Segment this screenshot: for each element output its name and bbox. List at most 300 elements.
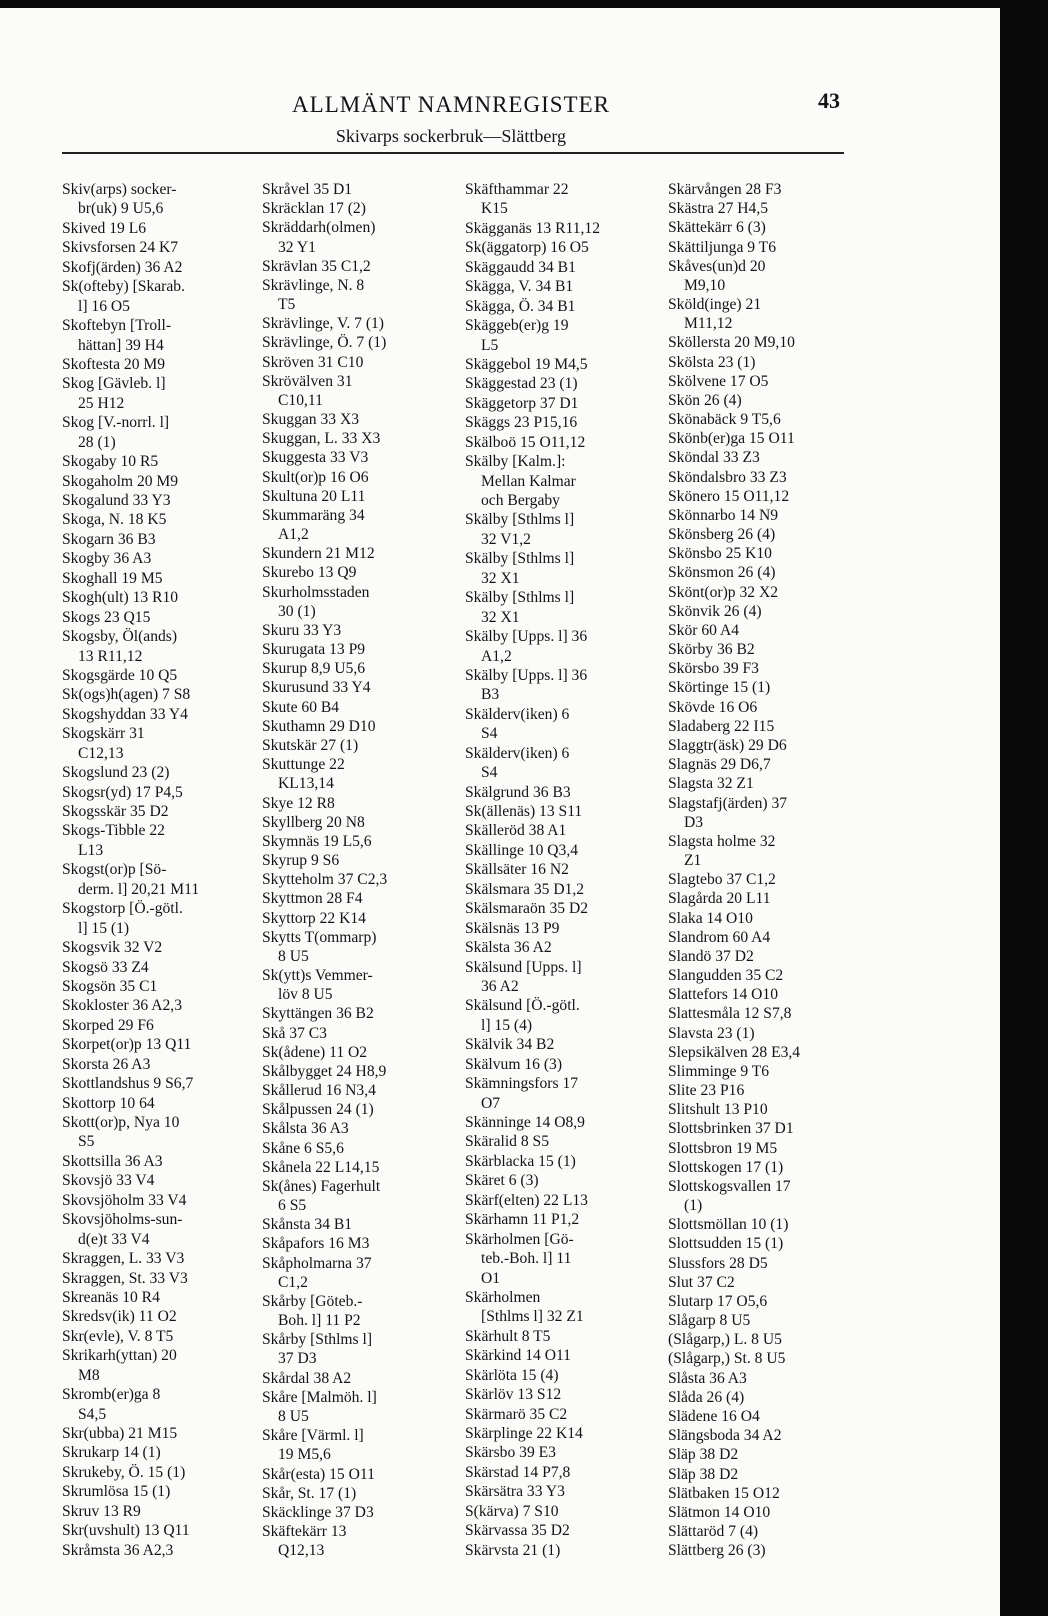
index-entry: [465, 510, 675, 549]
entry-text: Slimminge 9 T6: [668, 1062, 770, 1080]
index-entry: [62, 180, 272, 219]
index-entry: [465, 355, 675, 374]
entry-continuation: L13: [78, 841, 104, 859]
index-entry: [262, 448, 472, 467]
index-entry: [668, 1004, 878, 1023]
index-entry: [668, 1349, 878, 1368]
index-entry: [62, 977, 272, 996]
entry-continuation: A1,2: [278, 526, 309, 544]
index-entry: [262, 640, 472, 659]
entry-continuation: O7: [481, 1094, 501, 1112]
index-entry: [62, 1269, 272, 1288]
entry-text: Skytteholm 37 C2,3: [262, 871, 388, 889]
index-entry: [62, 958, 272, 977]
index-entry: [262, 487, 472, 506]
entry-text: Skälleröd 38 A1: [465, 822, 567, 840]
index-entry: [465, 1191, 675, 1210]
index-entry: [62, 1113, 272, 1152]
index-entry: [62, 763, 272, 782]
index-entry: [668, 353, 878, 372]
entry-text: Skäggaudd 34 B1: [465, 258, 576, 276]
entry-text: Skärf(elten) 22 L13: [465, 1191, 588, 1209]
index-entry: [465, 452, 675, 510]
index-entry: [465, 821, 675, 840]
entry-text: Skälboö 15 O11,12: [465, 433, 586, 451]
entry-text: Skälby [Sthlms l]: [465, 550, 575, 568]
index-entry: [262, 563, 472, 582]
entry-text: Slepsikälven 28 E3,4: [668, 1043, 801, 1061]
index-entry: [262, 1388, 472, 1426]
entry-text: Skurusund 33 Y4: [262, 679, 371, 697]
entry-text: Skredsv(ik) 11 O2: [62, 1308, 177, 1326]
entry-text: Sk(ogs)h(agen) 7 S8: [62, 686, 191, 704]
entry-text: Skyttängen 36 B2: [262, 1005, 374, 1023]
entry-text: Skånela 22 L14,15: [262, 1158, 380, 1176]
entry-text: Skogaby 10 R5: [62, 453, 159, 471]
entry-text: Skönvik 26 (4): [668, 602, 762, 620]
entry-text: Skönsberg 26 (4): [668, 526, 776, 544]
entry-continuation: löv 8 U5: [278, 986, 333, 1004]
entry-text: Skäftekärr 13: [262, 1523, 347, 1541]
entry-text: Skölvene 17 O5: [668, 372, 769, 390]
entry-text: Skrävlan 35 C1,2: [262, 257, 371, 275]
entry-text: Skälvum 16 (3): [465, 1055, 563, 1073]
entry-text: Skogarn 36 B3: [62, 530, 156, 548]
index-entry: [668, 621, 878, 640]
entry-text: Skörby 36 B2: [668, 641, 755, 659]
index-entry: [262, 1004, 472, 1023]
index-entry: [262, 372, 472, 410]
index-entry: [262, 870, 472, 889]
index-entry: [262, 889, 472, 908]
entry-continuation: 8 U5: [278, 1408, 309, 1425]
entry-text: Sk(ådene) 11 O2: [262, 1043, 368, 1061]
page-subtitle: Skivarps sockerbruk—Slättberg: [335, 126, 567, 146]
entry-text: Skälsnäs 13 P9: [465, 919, 560, 937]
index-entry: [262, 1177, 472, 1215]
index-entry: [668, 640, 878, 659]
entry-text: Skoftesta 20 M9: [62, 355, 166, 373]
index-entry: [668, 1062, 878, 1081]
entry-text: Slottsbron 19 M5: [668, 1139, 778, 1157]
index-entry: [668, 774, 878, 793]
entry-continuation: 30 (1): [278, 602, 316, 620]
index-entry: [262, 276, 472, 314]
index-entry: [262, 1081, 472, 1100]
index-entry: [465, 238, 675, 257]
entry-text: Skogsskär 35 D2: [62, 803, 169, 820]
index-entry: [465, 1541, 675, 1560]
entry-text: Skurebo 13 Q9: [262, 564, 357, 582]
entry-text: Skrikarh(yttan) 20: [62, 1347, 177, 1365]
entry-text: Skrävlinge, N. 8: [262, 276, 365, 294]
index-entry: [668, 909, 878, 928]
index-entry: [262, 1119, 472, 1138]
index-entry: [62, 355, 272, 374]
entry-text: Skåpafors 16 M3: [262, 1235, 370, 1253]
entry-continuation: C12,13: [78, 744, 124, 762]
index-entry: [465, 1424, 675, 1443]
entry-text: Slottsudden 15 (1): [668, 1235, 784, 1253]
index-entry: [668, 468, 878, 487]
entry-continuation: hättan] 39 H4: [78, 336, 164, 354]
entry-text: Skorsta 26 A3: [62, 1055, 151, 1073]
index-entry: [465, 841, 675, 860]
entry-text: Skrävlinge, V. 7 (1): [262, 315, 385, 333]
entry-text: Skälderv(iken) 6: [465, 744, 570, 762]
entry-continuation: KL13,14: [278, 775, 334, 793]
index-entry: [668, 985, 878, 1004]
index-entry: [668, 1407, 878, 1426]
entry-text: Skogst(or)p [Sö-: [62, 861, 167, 879]
entry-text: Skärholmen: [465, 1288, 541, 1306]
entry-continuation: 19 M5,6: [278, 1446, 331, 1464]
index-entry: [465, 1327, 675, 1346]
index-entry: [262, 909, 472, 928]
index-entry: [62, 724, 272, 763]
index-entry: [62, 899, 272, 938]
entry-text: Slågarp 8 U5: [668, 1312, 751, 1330]
index-entry: [262, 544, 472, 563]
entry-text: Skärvsta 21 (1): [465, 1541, 561, 1559]
entry-text: (Slågarp,) L. 8 U5: [668, 1331, 782, 1349]
entry-text: Skundern 21 M12: [262, 545, 375, 563]
entry-text: Skästra 27 H4,5: [668, 200, 769, 218]
index-entry: [465, 1132, 675, 1151]
entry-continuation: 8 U5: [278, 947, 309, 965]
entry-text: Skottlandshus 9 S6,7: [62, 1075, 194, 1093]
index-entry: [262, 583, 472, 621]
entry-text: Skärblacka 15 (1): [465, 1152, 576, 1170]
entry-text: Sköndal 33 Z3: [668, 449, 760, 467]
entry-text: Skälderv(iken) 6: [465, 705, 570, 723]
entry-text: Slavsta 23 (1): [668, 1024, 755, 1042]
index-entry: [668, 448, 878, 467]
entry-text: Sk(ytt)s Vemmer-: [262, 967, 373, 985]
entry-text: Skoftebyn [Troll-: [62, 317, 172, 335]
entry-text: Skogsvik 32 V2: [62, 939, 163, 957]
entry-text: Slaggtr(äsk) 29 D6: [668, 736, 787, 754]
index-entry: [262, 1254, 472, 1292]
entry-text: Skärhamn 11 P1,2: [465, 1211, 580, 1229]
entry-continuation: M8: [78, 1366, 100, 1384]
index-entry: [668, 257, 878, 295]
index-entry: [262, 813, 472, 832]
index-entry: [62, 1191, 272, 1210]
entry-text: Skyttorp 22 K14: [262, 909, 366, 927]
index-entry: [62, 783, 272, 802]
entry-text: Skogaholm 20 M9: [62, 472, 179, 490]
entry-text: Skromb(er)ga 8: [62, 1386, 161, 1404]
entry-text: Skårdal 38 A2: [262, 1369, 352, 1387]
index-entry: [262, 1100, 472, 1119]
entry-continuation: Z1: [684, 852, 702, 870]
index-entry: [62, 1346, 272, 1385]
entry-text: Släp 38 D2: [668, 1446, 739, 1464]
index-entry: [465, 1366, 675, 1385]
entry-text: Slottsbrinken 37 D1: [668, 1120, 794, 1138]
index-entry: [668, 1426, 878, 1445]
entry-text: Skålpussen 24 (1): [262, 1101, 374, 1119]
entry-text: Skållerud 16 N3,4: [262, 1082, 376, 1100]
entry-text: Skönt(or)p 32 X2: [668, 583, 779, 601]
index-entry: [668, 678, 878, 697]
entry-text: Skott(or)p, Nya 10: [62, 1114, 180, 1131]
index-entry: [668, 238, 878, 257]
index-entry: [262, 1522, 472, 1560]
entry-continuation: 28 (1): [78, 433, 116, 451]
entry-text: Slandö 37 D2: [668, 947, 754, 965]
index-entry: [62, 549, 272, 568]
entry-text: Skäret 6 (3): [465, 1172, 539, 1190]
entry-text: Skörsbo 39 F3: [668, 660, 759, 678]
index-entry: [62, 802, 272, 821]
index-entry: [668, 870, 878, 889]
index-entry: [262, 218, 472, 256]
entry-text: Skärstad 14 P7,8: [465, 1463, 571, 1481]
index-entry: [465, 1443, 675, 1462]
entry-text: Slutarp 17 O5,6: [668, 1292, 768, 1310]
index-entry: [62, 1016, 272, 1035]
index-entry: [262, 659, 472, 678]
entry-text: Slagnäs 29 D6,7: [668, 756, 771, 774]
index-entry: [62, 685, 272, 704]
index-entry: [62, 1249, 272, 1268]
index-entry: [668, 1177, 878, 1215]
entry-text: Skälvik 34 B2: [465, 1036, 555, 1054]
index-entry: [62, 569, 272, 588]
entry-text: Skärmarö 35 C2: [465, 1405, 568, 1423]
index-entry: [262, 468, 472, 487]
index-entry: [465, 1482, 675, 1501]
entry-text: Skägganäs 13 R11,12: [465, 219, 600, 237]
entry-text: Slätbaken 15 O12: [668, 1484, 780, 1502]
index-entry: [262, 1043, 472, 1062]
index-entry: [668, 1541, 878, 1560]
index-entry: [668, 1292, 878, 1311]
entry-continuation: M9,10: [684, 276, 726, 294]
entry-text: Skyllberg 20 N8: [262, 813, 365, 831]
index-entry: [262, 832, 472, 851]
entry-text: Skåre [Värml. l]: [262, 1427, 364, 1445]
entry-text: Slite 23 P16: [668, 1082, 745, 1100]
entry-text: Skraggen, L. 33 V3: [62, 1250, 185, 1268]
scan-top-border: [0, 0, 1048, 8]
entry-continuation: derm. l] 20,21 M11: [78, 880, 200, 898]
index-entry: [465, 1055, 675, 1074]
entry-text: Sköndalsbro 33 Z3: [668, 468, 787, 486]
entry-text: Skröven 31 C10: [262, 353, 364, 371]
entry-continuation: (1): [684, 1197, 703, 1215]
entry-text: Skälby [Sthlms l]: [465, 511, 575, 529]
entry-text: Skyttmon 28 F4: [262, 890, 363, 908]
index-entry: [62, 938, 272, 957]
index-entry: [262, 429, 472, 448]
index-entry: [668, 736, 878, 755]
index-entry: [262, 353, 472, 372]
entry-text: Skälsmaraön 35 D2: [465, 900, 588, 918]
index-entry: [668, 1445, 878, 1464]
index-entry: [668, 1522, 878, 1541]
entry-text: Slättaröd 7 (4): [668, 1523, 759, 1541]
entry-continuation: C10,11: [278, 391, 323, 409]
entry-text: Slagstafj(ärden) 37: [668, 794, 788, 812]
index-entry: [465, 919, 675, 938]
entry-text: Skrävlinge, Ö. 7 (1): [262, 334, 387, 352]
index-entry: [465, 1346, 675, 1365]
index-entry: [465, 899, 675, 918]
index-entry: [262, 1139, 472, 1158]
index-entry: [62, 1502, 272, 1521]
entry-text: Skoghall 19 M5: [62, 569, 163, 587]
entry-text: Skärholmen [Gö-: [465, 1230, 574, 1248]
index-entry: [465, 219, 675, 238]
entry-text: Skogshyddan 33 Y4: [62, 705, 188, 723]
index-entry: [62, 1288, 272, 1307]
entry-text: Skägga, V. 34 B1: [465, 278, 574, 296]
entry-text: Skölsta 23 (1): [668, 353, 756, 371]
entry-text: Skålbygget 24 H8,9: [262, 1062, 387, 1080]
index-entry: [465, 783, 675, 802]
entry-text: Skräddarh(olmen): [262, 219, 376, 237]
entry-text: Skärsbo 39 E3: [465, 1444, 556, 1462]
entry-continuation: 6 S5: [278, 1197, 307, 1215]
entry-continuation: 32 V1,2: [481, 530, 531, 548]
entry-text: Skår, St. 17 (1): [262, 1484, 357, 1502]
index-entry: [62, 1541, 272, 1560]
entry-text: Skäralid 8 S5: [465, 1133, 550, 1151]
entry-text: Slädene 16 O4: [668, 1408, 760, 1425]
index-entry: [62, 1055, 272, 1074]
entry-continuation: d(e)t 33 V4: [78, 1230, 150, 1248]
index-entry: [465, 1521, 675, 1540]
entry-text: Skåne 6 S5,6: [262, 1139, 344, 1157]
entry-text: Skottsilla 36 A3: [62, 1152, 163, 1170]
index-entry: [465, 1502, 675, 1521]
entry-continuation: teb.-Boh. l] 11: [481, 1250, 572, 1268]
entry-text: Skymnäs 19 L5,6: [262, 832, 372, 850]
entry-text: Sk(ånes) Fagerhult: [262, 1177, 381, 1195]
entry-text: Skälby [Upps. l] 36: [465, 628, 588, 646]
entry-text: Skönsbo 25 K10: [668, 545, 772, 563]
entry-text: Skummaräng 34: [262, 506, 365, 524]
index-entry: [262, 621, 472, 640]
entry-text: Skivsforsen 24 K7: [62, 239, 179, 257]
index-entry: [465, 880, 675, 899]
entry-continuation: S4,5: [78, 1405, 107, 1423]
entry-text: Skyrup 9 S6: [262, 852, 340, 870]
entry-text: Skärsätra 33 Y3: [465, 1483, 565, 1501]
index-entry: [262, 794, 472, 813]
entry-text: Skogh(ult) 13 R10: [62, 589, 179, 607]
index-entry: [62, 258, 272, 277]
entry-text: Skärplinge 22 K14: [465, 1425, 583, 1442]
index-entry: [668, 832, 878, 870]
index-entry: [262, 257, 472, 276]
entry-text: Skogsby, Öl(ands): [62, 628, 178, 646]
entry-text: Skovsjö 33 V4: [62, 1172, 155, 1190]
index-entry: [668, 794, 878, 832]
entry-continuation: 32 Y1: [278, 238, 316, 256]
index-entry: [465, 1230, 675, 1288]
entry-text: Skörtinge 15 (1): [668, 679, 771, 697]
entry-text: Skråmsta 36 A2,3: [62, 1541, 174, 1559]
index-entry: [465, 938, 675, 957]
index-entry: [668, 1330, 878, 1349]
index-entry: [465, 1035, 675, 1054]
entry-text: Skogalund 33 Y3: [62, 492, 171, 509]
index-entry: [62, 627, 272, 666]
index-entry: [62, 1424, 272, 1443]
entry-text: Skofj(ärden) 36 A2: [62, 258, 183, 276]
entry-text: Skönnarbo 14 N9: [668, 506, 779, 524]
entry-text: Slagårda 20 L11: [668, 890, 771, 908]
entry-continuation: [Sthlms l] 32 Z1: [481, 1308, 584, 1326]
index-entry: [465, 1463, 675, 1482]
index-entry: [262, 506, 472, 544]
entry-text: Skovsjöholm 33 V4: [62, 1191, 187, 1209]
index-entry: [668, 1503, 878, 1522]
entry-text: Skönero 15 O11,12: [668, 487, 790, 505]
entry-text: Skye 12 R8: [262, 794, 335, 812]
index-entry: [668, 1024, 878, 1043]
entry-continuation: S4: [481, 764, 498, 782]
index-entry: [465, 860, 675, 879]
index-column-2: [262, 180, 472, 1560]
entry-text: Slangudden 35 C2: [668, 967, 784, 985]
entry-text: Slagsta holme 32: [668, 832, 776, 850]
index-entry: [62, 1521, 272, 1540]
entry-text: Skiv(arps) socker-: [62, 181, 177, 198]
index-entry: [465, 1113, 675, 1132]
entry-text: Skällinge 10 Q3,4: [465, 841, 579, 859]
index-entry: [62, 510, 272, 529]
entry-text: Skärkind 14 O11: [465, 1347, 571, 1365]
entry-text: Slagsta 32 Z1: [668, 775, 754, 793]
entry-text: Slitshult 13 P10: [668, 1101, 768, 1119]
index-entry: [262, 314, 472, 333]
entry-text: Skokloster 36 A2,3: [62, 997, 182, 1015]
entry-text: Skultuna 20 L11: [262, 487, 366, 505]
entry-text: Skön 26 (4): [668, 391, 742, 409]
entry-text: Skråvel 35 D1: [262, 181, 353, 198]
index-entry: [262, 199, 472, 218]
entry-text: Släp 38 D2: [668, 1465, 739, 1483]
entry-continuation: B3: [481, 686, 500, 704]
index-entry: [465, 433, 675, 452]
index-entry: [62, 1094, 272, 1113]
entry-text: Skogsön 35 C1: [62, 977, 158, 995]
index-entry: [465, 1288, 675, 1327]
index-entry: [262, 1062, 472, 1081]
index-entry: [262, 698, 472, 717]
entry-text: Skog [Gävleb. l]: [62, 375, 166, 393]
entry-text: Skönb(er)ga 15 O11: [668, 430, 795, 448]
entry-continuation: 25 H12: [78, 394, 125, 412]
index-entry: [62, 608, 272, 627]
entry-continuation: br(uk) 9 U5,6: [78, 200, 164, 218]
index-entry: [668, 180, 878, 199]
index-entry: [668, 583, 878, 602]
entry-text: Skälsmara 35 D1,2: [465, 880, 585, 898]
index-entry: [668, 1139, 878, 1158]
entry-continuation: Boh. l] 11 P2: [278, 1312, 361, 1330]
entry-text: Skraggen, St. 33 V3: [62, 1269, 188, 1287]
entry-text: Slaka 14 O10: [668, 909, 753, 927]
index-entry: [62, 219, 272, 238]
entry-continuation: S5: [78, 1133, 95, 1151]
entry-continuation: Q12,13: [278, 1542, 325, 1560]
